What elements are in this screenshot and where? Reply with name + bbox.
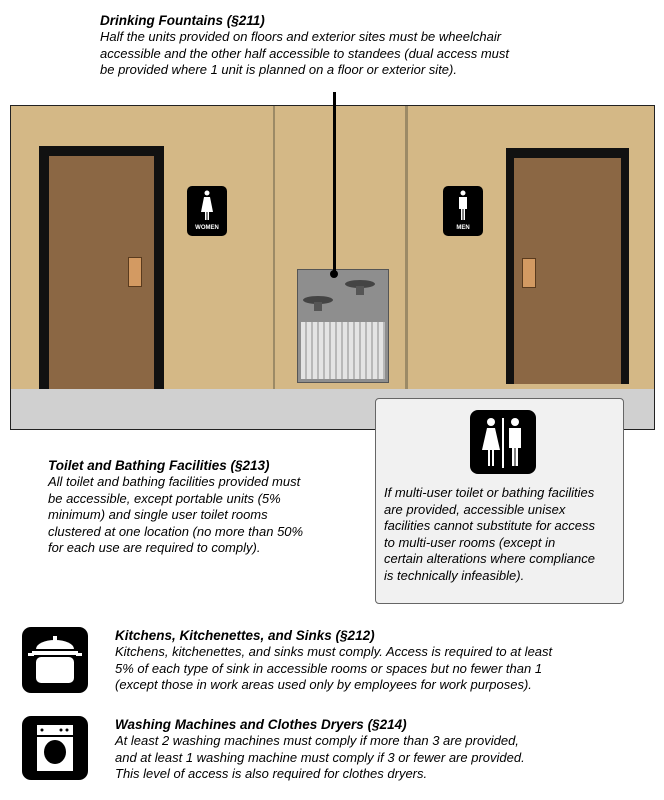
women-door xyxy=(49,156,154,389)
text-line: All toilet and bathing facilities provided must xyxy=(48,474,301,489)
toilet-title: Toilet and Bathing Facilities (§213) xyxy=(48,458,270,473)
men-door-frame xyxy=(506,148,629,384)
drinking-fountain-unit xyxy=(297,269,389,383)
text-line: This level of access is also required for clothes dryers. xyxy=(115,766,428,781)
text-line: certain alterations where compliance xyxy=(384,551,595,566)
toilet-bathing-callout xyxy=(48,457,303,557)
text-line: Kitchens, kitchenettes, and sinks must comply. Access is required to at least xyxy=(115,644,553,659)
unisex-note-text xyxy=(384,485,595,584)
text-line: At least 2 washing machines must comply if more than 3 are provided, xyxy=(115,733,519,748)
text-line: and at least 1 washing machine must comply if 3 or fewer are provided. xyxy=(115,749,525,765)
cooking-pot-icon xyxy=(22,627,88,693)
leader-dot xyxy=(330,270,338,278)
woman-icon xyxy=(187,186,227,224)
fountain-bowls-icon xyxy=(298,270,388,330)
text-line: Half the units provided on floors and exterior sites must be wheelchair xyxy=(100,29,502,44)
text-line: be accessible, except portable units (5% xyxy=(48,490,281,506)
fountain-grille xyxy=(301,322,385,379)
washing-machine-icon xyxy=(22,716,88,780)
text-line: accessible and the other half accessible to standees (dual access must xyxy=(100,45,510,61)
man-icon xyxy=(443,186,483,224)
wall-pillar-edge xyxy=(405,106,408,390)
text-line: for each use are required to comply). xyxy=(48,540,261,555)
women-door-frame xyxy=(39,146,164,389)
text-line: (except those in work areas used only by employees for work purposes). xyxy=(115,677,532,692)
women-sign-label: WOMEN xyxy=(195,225,219,231)
text-line: to multi-user rooms (except in xyxy=(384,534,556,550)
door-handle xyxy=(128,257,142,287)
unisex-restroom-icon xyxy=(470,410,536,474)
text-line: 5% of each type of sink in accessible rooms or spaces but no fewer than 1 xyxy=(115,660,543,676)
kitchens-title: Kitchens, Kitchenettes, and Sinks (§212) xyxy=(115,628,375,643)
washing-callout xyxy=(115,716,525,783)
drinking-fountains-title: Drinking Fountains (§211) xyxy=(100,13,265,28)
men-sign xyxy=(443,186,483,236)
text-line: is technically infeasible). xyxy=(384,567,525,583)
washing-title: Washing Machines and Clothes Dryers (§214) xyxy=(115,717,407,732)
text-line: are provided, accessible unisex xyxy=(384,501,566,517)
leader-line xyxy=(333,92,336,272)
men-door xyxy=(514,158,621,384)
women-sign xyxy=(187,186,227,236)
text-line: be provided where 1 unit is planned on a floor or exterior site). xyxy=(100,62,457,77)
men-sign-label: MEN xyxy=(456,225,470,231)
text-line: If multi-user toilet or bathing facilities xyxy=(384,485,595,500)
text-line: facilities cannot substitute for access xyxy=(384,518,595,533)
drinking-fountains-callout xyxy=(100,12,509,79)
text-line: clustered at one location (no more than 50% xyxy=(48,523,304,539)
unisex-note-box xyxy=(375,398,624,604)
door-handle xyxy=(522,258,536,288)
wall-pillar-edge xyxy=(273,106,275,390)
kitchens-callout xyxy=(115,627,552,694)
text-line: minimum) and single user toilet rooms xyxy=(48,507,268,522)
